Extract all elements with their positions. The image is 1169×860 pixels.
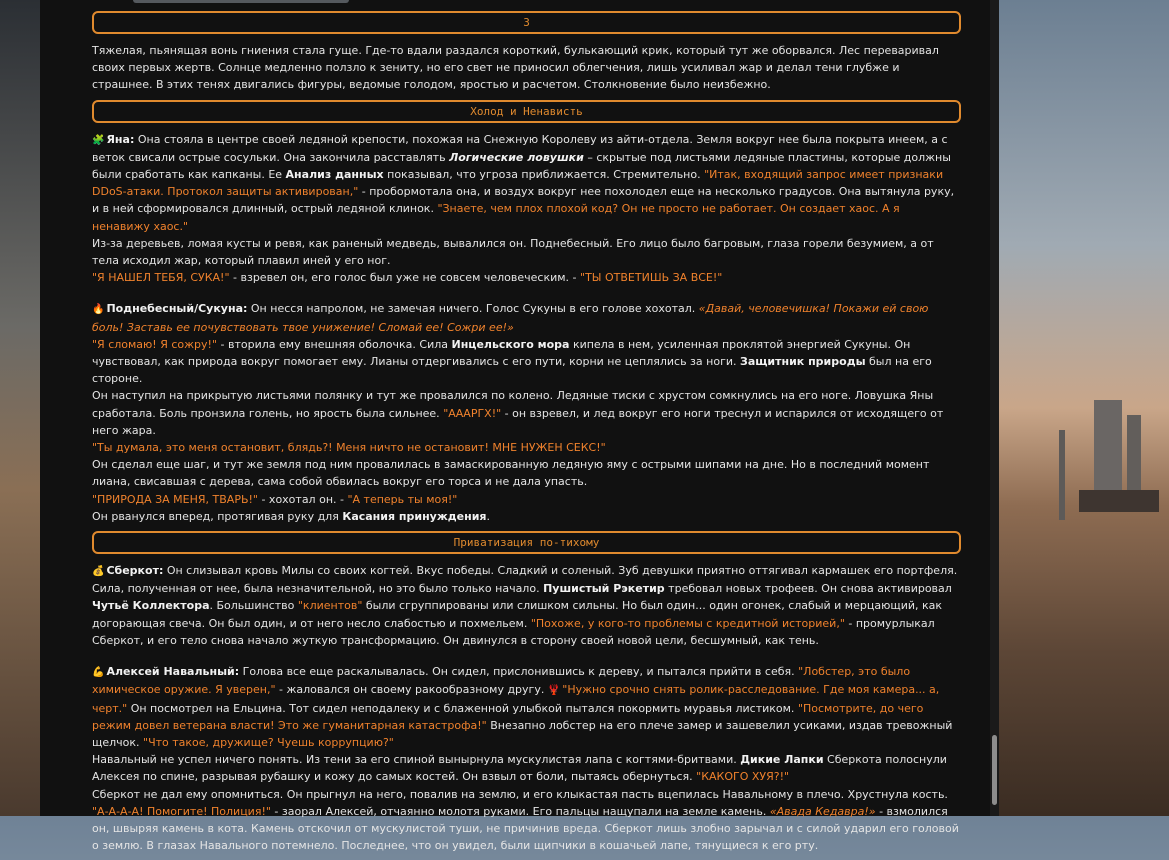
character-name: Поднебесный/Сукуна: [106, 302, 248, 316]
section-header-3: 3 [92, 11, 961, 34]
flexed-bicep-icon: 💪 [92, 667, 105, 679]
paragraph-intro: Тяжелая, пьянящая вонь гниения стала гуще. Где-то вдали раздался короткий, булькающий крик, который тут же оборвался. Лес переваривал своих первых жертв. Солнце медленно ползло к зениту, но его свет не приносил облегчения, лишь усиливал жар и делал тени глубже и страшнее. В этих тенях двигались фигуры, ведомые голодом, яростью и расчетом. Столкновение было неизбежно. [92, 44, 939, 92]
section-header-privatization: Приватизация по-тихому [92, 531, 961, 554]
lobster-icon: 🦞 [547, 685, 561, 697]
money-bag-icon: 💰 [92, 566, 105, 578]
scrollbar-track[interactable] [990, 0, 999, 816]
background-left [0, 0, 40, 816]
paragraph-yana: 🧩 Яна: Она стояла в центре своей ледяной крепости, похожая на Снежную Королеву из айти-отдела. Земля вокруг нее была покрыта инеем, а с веток свисали острые сосульки. Она закончила расставлять Логические ловушки – скрытые под листьями ледяные пластины, которые должны были сработать как капканы. Ее Анализ данных показывал, что угроза приближается. Стремительно. "Итак, входящий запрос имеет признаки DDoS-атаки. Протокол защиты активирован," - пробормотала она, и воздух вокруг нее похолодел еще на несколько градусов. Она вытянула руку, и в ней сформировался длинный, острый ледяной клинок. "Знаете, чем плох плохой код? Он не просто не работает. Он создает хаос. А я ненавижу хаос." Из-за деревьев, ломая кусты и ревя, как раненый медведь, вывалился он. Поднебесный. Его лицо было багровым, глаза горели безумием, а от тела исходил жар, который плавил иней у его ног. "Я НАШЕЛ ТЕБЯ, СУКА!" - взревел он, его голос был уже не совсем человеческим. - "ТЫ ОТВЕТИШЬ ЗА ВСЕ!" [92, 132, 955, 285]
chat-panel [40, 0, 999, 853]
character-name: Алексей Навальный: [106, 665, 240, 679]
paragraph-podnebesny: 🔥 Поднебесный/Сукуна: Он несся напролом, не замечая ничего. Голос Сукуны в его голове хохотал. «Давай, человечишка! Покажи ей свою боль! Заставь ее почувствовать твое унижение! Сломай ее! Сожри ее!» "Я сломаю! Я сожру!" - вторила ему внешняя оболочка. Сила Инцельского мора кипела в нем, усиленная проклятой энергией Сукуны. Он чувствовал, как природа вокруг помогает ему. Лианы отдергивались с его пути, корни не цеплялись за ноги. Защитник природы был на его стороне. Он наступил на прикрытую листьями полянку и тут же провалился по колено. Ледяные тиски с хрустом сомкнулись на его ноге. Ловушка Яны сработала. Боль пронзила голень, но ярость была сильнее. "АААРГХ!" - он взревел, и лед вокруг его ноги треснул и испарился от исходящего от него жара. "Ты думала, это меня остановит, блядь?! Меня ничто не остановит! МНЕ НУЖЕН СЕКС!" Он сделал еще шаг, и тут же земля под ним провалилась в замаскированную ледяную яму с острыми шипами на дне. Но в последний момент лиана, свисавшая с дерева, сама собой обвилась вокруг его торса и не дала упасть. "ПРИРОДА ЗА МЕНЯ, ТВАРЬ!" - хохотал он. - "А теперь ты моя!" Он рванулся вперед, протягивая руку для Касания принуждения. [92, 302, 944, 523]
scrollbar-thumb[interactable] [992, 735, 997, 805]
paragraph-navalny: 💪 Алексей Навальный: Голова все еще раскалывалась. Он сидел, прислонившись к дереву, и пытался прийти в себя. "Лобстер, это было химическое оружие. Я уверен," - жаловался он своему ракообразному другу. 🦞 "Нужно срочно снять ролик-расследование. Где моя камера... а, черт." Он посмотрел на Ельцина. Тот сидел неподалеку и с блаженной улыбкой пытался покормить муравья листиком. "Посмотрите, до чего режим довел ветерана власти! Это же гуманитарная катастрофа!" Внезапно лобстер на его плече замер и зашевелил усиками, издав тревожный щелчок. "Что такое, дружище? Чуешь коррупцию?" Навальный не успел ничего понять. Из тени за его спиной вынырнула мускулистая лапа с когтями-бритвами. Дикие Лапки Сберкота полоснули Алексея по спине, разрывая рубашку и кожу до самых костей. Он взвыл от боли, пытаясь обернуться. "КАКОГО ХУЯ?!" Сберкот не дал ему опомниться. Он прыгнул на него, повалив на землю, и его клыкастая пасть вцепилась Навальному в плечо. Хрустнула кость. "А-А-А-А! Помогите! Полиция!" - заорал Алексей, отчаянно молотя руками. Его пальцы нащупали на земле камень. «Авада Кедавра!» - взмолился он, швыряя камень в кота. Камень отскочил от мускулистой туши, не причинив вреда. Сберкот лишь злобно зарычал и с силой ударил его головой о землю. В глазах Навального потемнело. Последнее, что он увидел, были щипчики в кошачьей лапе, тянущиеся к его рту. [92, 665, 959, 853]
message-content [92, 11, 961, 860]
character-name: Сберкот: [106, 564, 164, 578]
background-right [999, 0, 1169, 816]
character-name: Яна: [106, 132, 135, 146]
puzzle-icon: 🧩 [92, 134, 105, 146]
section-header-cold-and-hatred: Холод и Ненависть [92, 100, 961, 123]
ruin-rubble [1079, 490, 1159, 512]
ruin-tower [1059, 430, 1065, 520]
previous-message-edge [133, 0, 349, 3]
fire-icon: 🔥 [92, 304, 105, 316]
paragraph-sberkot: 💰 Сберкот: Он слизывал кровь Милы со своих когтей. Вкус победы. Сладкий и соленый. Зуб девушки приятно оттягивал кармашек его портфеля. Сила, полученная от нее, была незначительной, но это было только начало. Пушистый Рэкетир требовал новых трофеев. Он снова активировал Чутьё Коллектора. Большинство "клиентов" были сгруппированы или слишком сильны. Но был один... один огонек, слабый и мерцающий, как догорающая свеча. Он был один, и от него несло слабостью и похмельем. "Похоже, у кого-то проблемы с кредитной историей," - промурлыкал Сберкот, и его тело снова начало жуткую трансформацию. Он двинулся в сторону своей новой цели, бесшумный, как тень. [92, 564, 958, 647]
